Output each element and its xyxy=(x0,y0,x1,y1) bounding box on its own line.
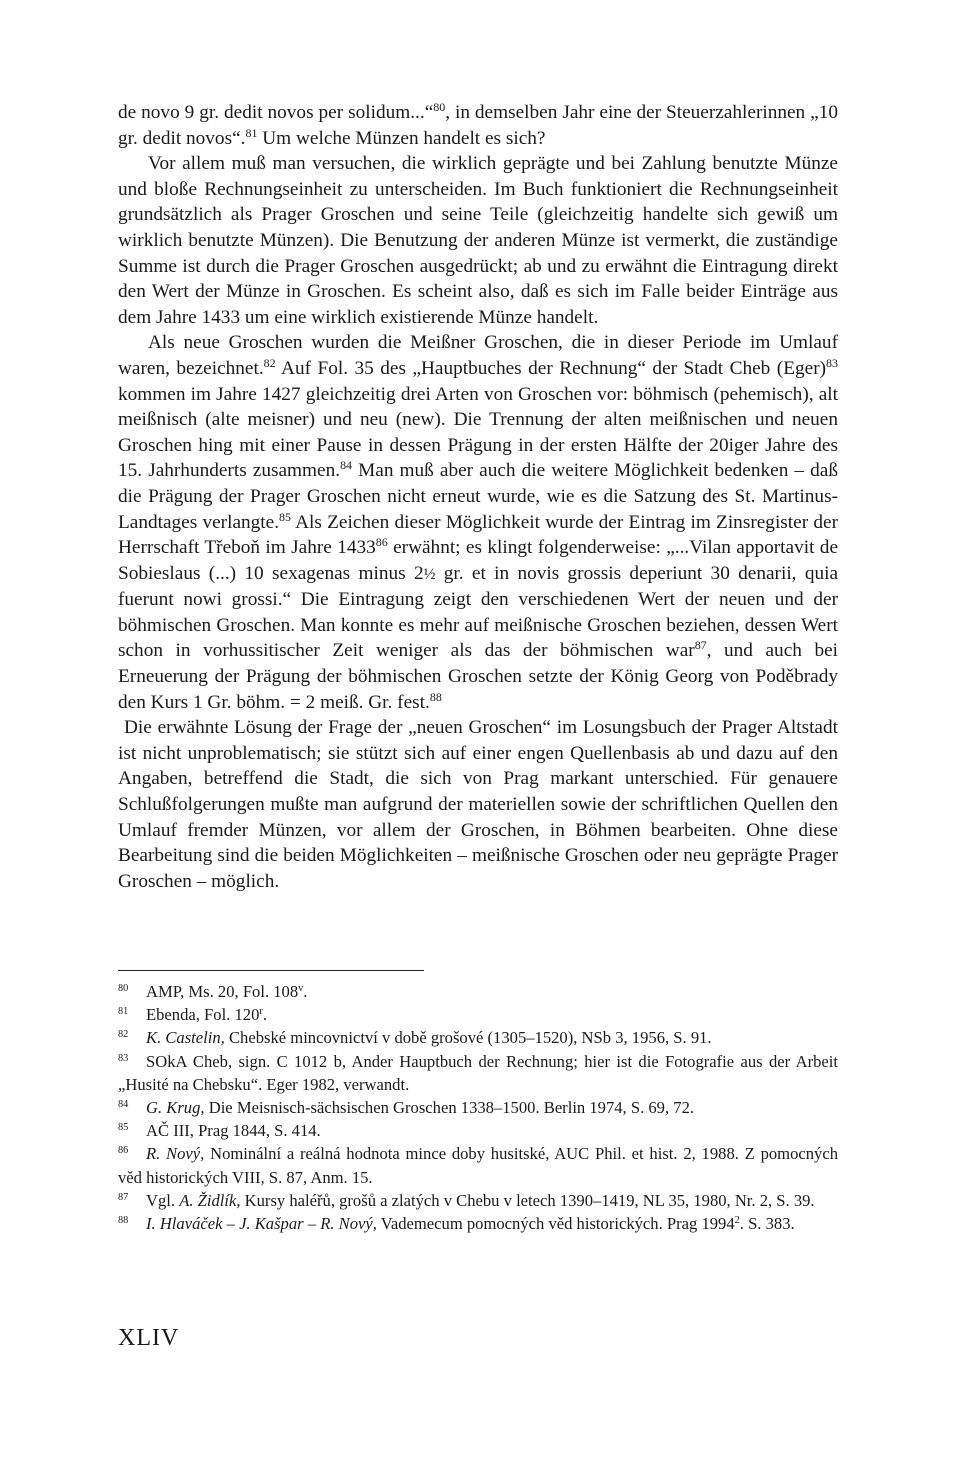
footnote-text-tail: . S. 383. xyxy=(739,1214,795,1234)
text-run: Als neue Groschen wurden die Meißner Groschen, die in dieser Periode im Umlauf waren, bezeichnet. xyxy=(118,332,838,379)
footnote-text: Nominální a reálná hodnota mince doby husitské, AUC Phil. et hist. 2, 1988. Z pomocných věd historických VIII, S. 87, Anm. 15. xyxy=(118,1144,838,1187)
footnote-ref-84[interactable]: 84 xyxy=(340,458,353,473)
footnote-text: AMP, Ms. 20, Fol. 108 xyxy=(146,982,299,1001)
footnote-author: I. Hlaváček – J. Kašpar – R. Nový, xyxy=(146,1214,377,1234)
text-run: kommen im Jahre 1427 gleichzeitig drei Arten von Groschen vor: böhmisch (pehemisch), alt meißnisch (alte meisner) und neu (new). Die Trennung der alten meißnischen und neuen Groschen hing mit einer Pause in dessen Prägung in der ersten Hälfte der 20iger Jahre des 15. Jahrhunderts zusammen. xyxy=(118,383,838,482)
footnote-text: Chebské mincovnictví v době grošové (1305–1520), NSb 3, 1956, S. 91. xyxy=(224,1028,712,1048)
footnote-ref-87[interactable]: 87 xyxy=(694,638,707,653)
text-run: gr. et in novis grossis deperiunt 30 denarii, quia fuerunt nowi grossi.“ Die Eintragung zeigt den verschiedenen Wert der neuen und der böhmischen Groschen. Man konnte es mehr auf meißnische Groschen beziehen, dessen Wert schon in vorhussitischer Zeit weniger als das der böhmischen war xyxy=(118,562,839,662)
footnote-separator xyxy=(118,970,424,971)
footnote-author: R. Nový, xyxy=(146,1144,205,1164)
footnote-83: 83 SOkA Cheb, sign. C 1012 b, Ander Hauptbuch der Rechnung; hier ist die Fotografie aus der Arbeit „Husité na Chebsku“. Eger 1982, verwandt. xyxy=(118,1051,838,1094)
footnote-prefix: Vgl. xyxy=(146,1190,180,1210)
footnote-author: K. Castelin, xyxy=(146,1028,225,1048)
paragraph-3 xyxy=(118,330,838,715)
footnote-86: 86 R. Nový, Nominální a reálná hodnota mince doby husitské, AUC Phil. et hist. 2, 1988. Z pomocných věd historických VIII, S. 87, Anm. 15. xyxy=(118,1144,838,1187)
body-text xyxy=(118,100,838,894)
footnote-85: 85 AČ III, Prag 1844, S. 414. xyxy=(118,1121,321,1141)
text-run: , und auch bei Erneuerung der Prägung der böhmischen Groschen setzte der König Georg von Poděbrady den Kurs 1 Gr. böhm. = 2 meiß. Gr. fest. xyxy=(118,640,838,713)
footnote-text: SOkA Cheb, sign. C 1012 b, Ander Hauptbuch der Rechnung; hier ist die Fotografie aus der Arbeit „Husité na Chebsku“. Eger 1982, verwandt. xyxy=(118,1051,838,1094)
paragraph-2: Vor allem muß man versuchen, die wirklich geprägte und bei Zahlung benutzte Münze und bloße Rechnungseinheit zu unterscheiden. Im Buch funktioniert die Rechnungseinheit grundsätzlich als Prager Groschen und seine Teile (gleichzeitig handelte sich gewiß um wirklich benutzte Münzen). Die Benutzung der anderen Münze ist vermerkt, die zuständige Summe ist durch die Prager Groschen ausgedrückt; ab und zu erwähnt die Eintragung direkt den Wert der Münze in Groschen. Es scheint also, daß es sich im Falle beider Einträge aus dem Jahre 1433 um eine wirklich existierende Münze handelt. xyxy=(118,153,838,328)
footnote-81: 81 Ebenda, Fol. 120$^r$. xyxy=(118,1005,267,1025)
footnote-text: Kursy haléřů, grošů a zlatých v Chebu v letech 1390–1419, NL 35, 1980, Nr. 2, S. 39. xyxy=(240,1190,815,1210)
footnote-82: 82 K. Castelin, Chebské mincovnictví v době grošové (1305–1520), NSb 3, 1956, S. 91. xyxy=(118,1028,712,1048)
text-run: Auf Fol. 35 des „Hauptbuches der Rechnung“ der Stadt Cheb (Eger) xyxy=(275,357,827,379)
footnote-text-tail: . xyxy=(262,1005,267,1025)
text-run: erwähnt; es klingt folgenderweise: „...Vilan apportavit de Sobieslaus (...) 10 sexagenas minus 2 xyxy=(118,537,838,584)
footnote-superscript: v xyxy=(298,983,304,995)
footnote-text: AČ III, Prag 1844, S. 414. xyxy=(146,1121,321,1141)
footnote-ref-81[interactable]: 81 xyxy=(245,125,258,140)
footnote-ref-88[interactable]: 88 xyxy=(429,689,442,704)
page-number: XLIV xyxy=(118,1325,180,1351)
footnote-text: Die Meisnisch-sächsischen Groschen 1338–1500. Berlin 1974, S. 69, 72. xyxy=(204,1098,695,1118)
footnote-84: 84 G. Krug, Die Meisnisch-sächsischen Groschen 1338–1500. Berlin 1974, S. 69, 72. xyxy=(118,1098,695,1118)
footnote-superscript: r xyxy=(259,1006,263,1018)
footnote-text: Vademecum pomocných věd historických. Prag 1994 xyxy=(376,1214,735,1234)
footnote-ref-82[interactable]: 82 xyxy=(263,356,276,370)
text-run: Um welche Münzen handelt es sich? xyxy=(257,127,546,149)
footnote-ref-85[interactable]: 85 xyxy=(279,509,291,524)
footnote-ref-83[interactable]: 83 xyxy=(826,356,838,370)
text-run: de novo 9 gr. dedit novos per solidum...“ xyxy=(118,102,434,123)
paragraph-1 xyxy=(118,100,838,151)
footnote-text: Ebenda, Fol. 120 xyxy=(146,1005,260,1025)
footnote-author: G. Krug, xyxy=(146,1098,205,1118)
footnote-text-tail: . xyxy=(303,982,308,1001)
footnote-author: A. Židlík, xyxy=(179,1190,241,1210)
footnote-80: 80 AMP, Ms. 20, Fol. 108$^v$. xyxy=(118,982,308,1001)
footnotes xyxy=(118,980,838,1235)
text-run: Als Zeichen dieser Möglichkeit wurde der Eintrag im Zinsregister der Herrschaft Třeboň im Jahre 1433 xyxy=(118,511,838,559)
footnote-ref-86[interactable]: 86 xyxy=(375,535,388,550)
footnote-superscript: 2 xyxy=(734,1215,740,1227)
paragraph-4: Die erwähnte Lösung der Frage der „neuen Groschen“ im Losungsbuch der Prager Altstadt ist nicht unproblematisch; sie stützt sich auf einer engen Quellenbasis ab und dazu auf den Angaben, betreffend die Stadt, die sich von Prag markant unterschied. Für genauere Schlußfolgerungen mußte man aufgrund der materiellen sowie der schriftlichen Quellen den Umlauf fremder Münzen, vor allem der Groschen, in Böhmen bearbeiten. Ohne diese Bearbeitung sind die beiden Möglichkeiten – meißnische Groschen oder neu geprägte Prager Groschen – möglich. xyxy=(118,717,838,892)
footnote-88: 88 I. Hlaváček – J. Kašpar – R. Nový, Vademecum pomocných věd historických. Prag 1994$^2$. S. 383. xyxy=(118,1214,795,1234)
text-run: , in demselben Jahr eine der Steuerzahlerinnen „10 gr. dedit novos“. xyxy=(118,102,838,149)
footnote-87: 87 Vgl. A. Židlík, Kursy haléřů, grošů a zlatých v Chebu v letech 1390–1419, NL 35, 1980, Nr. 2, S. 39. xyxy=(118,1190,815,1210)
fraction: ½ xyxy=(423,565,436,583)
footnote-ref-80[interactable]: 80 xyxy=(433,100,446,115)
text-run: Man muß aber auch die weitere Möglichkeit bedenken – daß die Prägung der Prager Groschen nicht erneut wurde, wie es die Satzung des St. Martinus-Landtages verlangte. xyxy=(118,460,838,533)
